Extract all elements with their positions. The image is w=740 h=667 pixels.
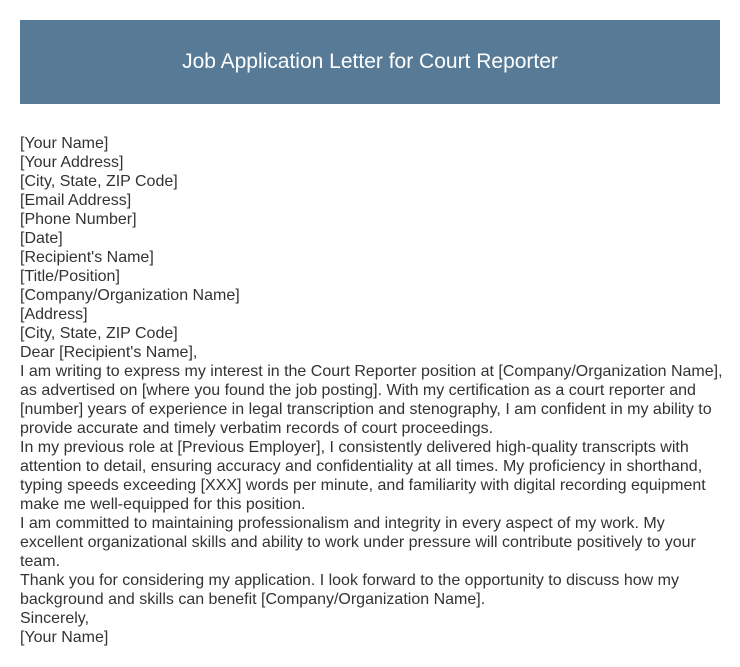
recipient-address: [Address] bbox=[20, 306, 88, 323]
closing: Sincerely, bbox=[20, 610, 90, 627]
sender-city-state-zip: [City, State, ZIP Code] bbox=[20, 173, 178, 190]
recipient-title: [Title/Position] bbox=[20, 268, 120, 285]
body-paragraph-1: I am writing to express my interest in the Court Reporter position at [Company/Organization Name], as advertised on [where you found the job posting]. With my certification as a court reporter and [number] years of experience in legal transcription and stenography, I am confident in my ability to provide accurate and timely verbatim records of court proceedings. bbox=[20, 363, 723, 437]
letter-body bbox=[20, 134, 725, 647]
sender-name: [Your Name] bbox=[20, 135, 109, 152]
recipient-city-state-zip: [City, State, ZIP Code] bbox=[20, 325, 178, 342]
sender-address: [Your Address] bbox=[20, 154, 124, 171]
salutation: Dear [Recipient's Name], bbox=[20, 344, 198, 361]
signature: [Your Name] bbox=[20, 629, 109, 646]
sender-phone: [Phone Number] bbox=[20, 211, 137, 228]
body-paragraph-4: Thank you for considering my application. I look forward to the opportunity to discuss how my background and skills can benefit [Company/Organization Name]. bbox=[20, 572, 679, 608]
letter-date: [Date] bbox=[20, 230, 63, 247]
recipient-name: [Recipient's Name] bbox=[20, 249, 154, 266]
body-paragraph-3: I am committed to maintaining professionalism and integrity in every aspect of my work. My excellent organizational skills and ability to work under pressure will contribute positively to your team. bbox=[20, 515, 696, 570]
page-title: Job Application Letter for Court Reporter bbox=[182, 50, 558, 73]
sender-email: [Email Address] bbox=[20, 192, 132, 209]
page-header bbox=[20, 20, 720, 104]
body-paragraph-2: In my previous role at [Previous Employer], I consistently delivered high-quality transcripts with attention to detail, ensuring accuracy and confidentiality at all times. My proficiency in shorthand, typing speeds exceeding [XXX] words per minute, and familiarity with digital recording equipment make me well-equipped for this position. bbox=[20, 439, 706, 513]
recipient-company: [Company/Organization Name] bbox=[20, 287, 240, 304]
